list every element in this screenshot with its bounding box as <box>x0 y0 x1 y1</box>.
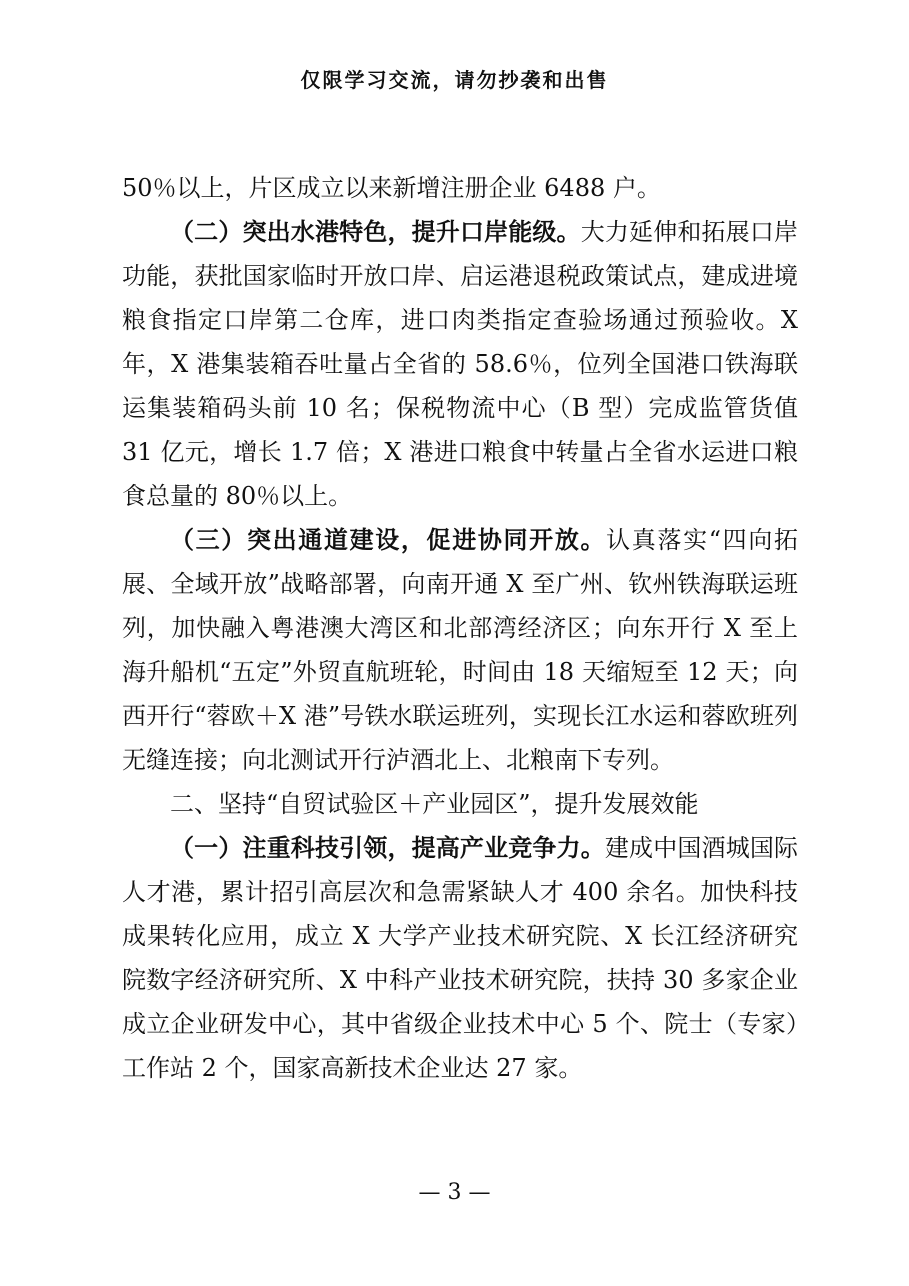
paragraph-channel-construction <box>122 518 798 782</box>
paragraph-continuation <box>122 166 798 210</box>
page-number: — 3 — <box>418 1180 491 1205</box>
paragraph-text: 50％以上，片区成立以来新增注册企业 6488 户。 <box>122 174 661 202</box>
section-heading <box>122 782 798 826</box>
paragraph-lead: （一）注重科技引领，提高产业竞争力。 <box>170 833 605 862</box>
paragraph-water-port <box>122 210 798 518</box>
paragraph-lead: （三）突出通道建设，促进协同开放。 <box>170 525 607 554</box>
paragraph-tech-leadership <box>122 826 798 1090</box>
header-notice: 仅限学习交流，请勿抄袭和出售 <box>300 68 609 92</box>
section-heading-text: 二、坚持“自贸试验区＋产业园区”，提升发展效能 <box>170 790 699 818</box>
paragraph-text: 大力延伸和拓展口岸功能，获批国家临时开放口岸、启运港退税政策试点，建成进境粮食指定口岸第二仓库，进口肉类指定查验场通过预验收。X 年，X 港集装箱吞吐量占全省的 58.6％，位列全国港口铁海联运集装箱码头前 10 名；保税物流中心（B 型）完成监管货值 31 亿元，增长 1.7 倍；X 港进口粮食中转量占全省水运进口粮食总量的 80％以上。 <box>122 218 798 510</box>
document-body <box>122 166 798 1090</box>
paragraph-lead: （二）突出水港特色，提升口岸能级。 <box>170 217 581 246</box>
paragraph-text: 建成中国酒城国际人才港，累计招引高层次和急需紧缺人才 400 余名。加快科技成果转化应用，成立 X 大学产业技术研究院、X 长江经济研究院数字经济研究所、X 中科产业技术研究院，扶持 30 多家企业成立企业研发中心，其中省级企业技术中心 5 个、院士（专家）工作站 2 个，国家高新技术企业达 27 家。 <box>122 834 799 1082</box>
paragraph-text: 认真落实“四向拓展、全域开放”战略部署，向南开通 X 至广州、钦州铁海联运班列，加快融入粤港澳大湾区和北部湾经济区；向东开行 X 至上海升船机“五定”外贸直航班轮，时间由 18 天缩短至 12 天；向西开行“蓉欧＋X 港”号铁水联运班列，实现长江水运和蓉欧班列无缝连接；向北测试开行泸酒北上、北粮南下专列。 <box>122 526 798 774</box>
